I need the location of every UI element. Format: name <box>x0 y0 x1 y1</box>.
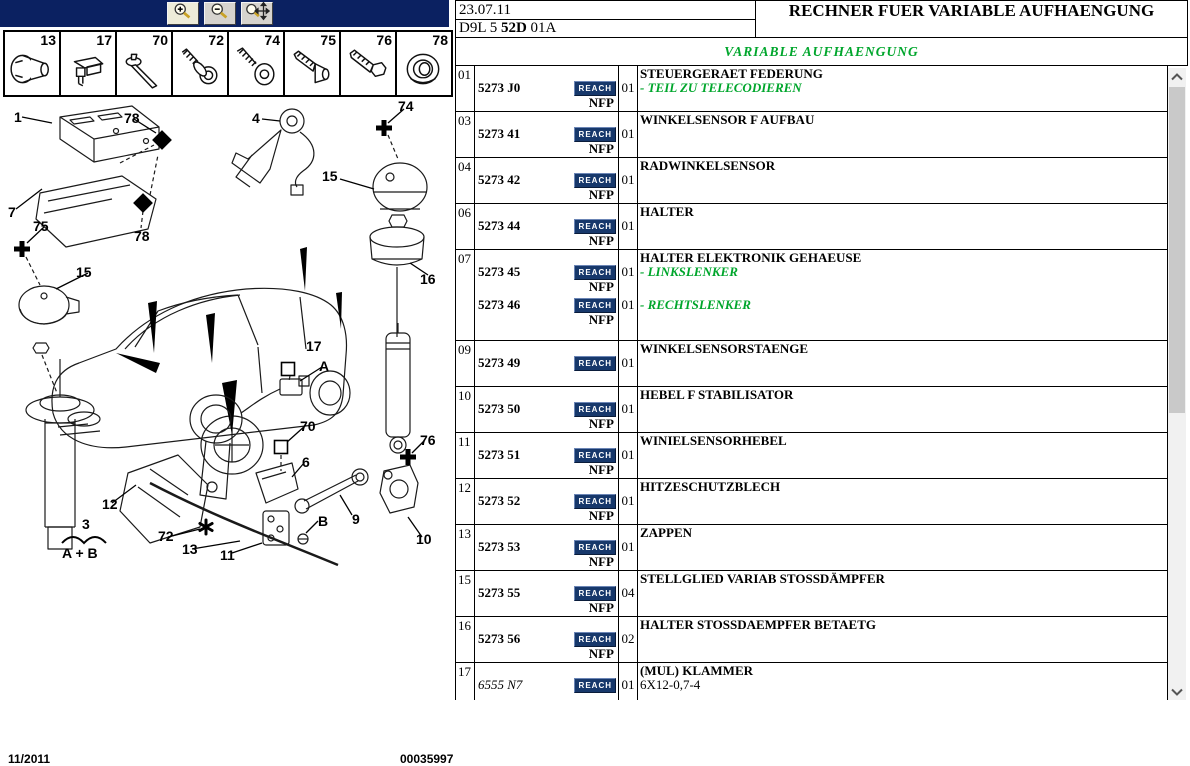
callout-label-74[interactable]: 74 <box>398 98 414 114</box>
callout-label-15[interactable]: 15 <box>322 168 338 184</box>
table-row-11[interactable] <box>456 433 1168 479</box>
description-note <box>640 448 1167 478</box>
table-row-15[interactable] <box>456 571 1168 617</box>
sensor-a-art <box>241 376 309 413</box>
retaining-clip-icon <box>64 46 110 92</box>
part-number-cell <box>475 433 619 478</box>
row-ref-number: 17 <box>456 663 475 700</box>
part-entry <box>475 540 618 570</box>
part-number-cell <box>475 112 619 157</box>
row-ref-number: 03 <box>456 112 475 157</box>
quantity-value: 02 <box>621 631 635 646</box>
quantity-value: 01 <box>621 447 635 462</box>
socket-screw-icon <box>288 46 334 92</box>
callout-label-11[interactable]: 11 <box>220 547 235 563</box>
nfp-label: NFP <box>588 95 614 110</box>
section-title: VARIABLE AUFHAENGUNG <box>455 38 1188 66</box>
sensor-left-art <box>19 286 79 324</box>
part-line <box>475 219 618 233</box>
quantity-value: 01 <box>621 401 635 416</box>
part-line <box>475 173 618 187</box>
quantity-cell <box>619 525 638 570</box>
nfp-label: NFP <box>588 600 614 615</box>
row-ref-number: 13 <box>456 525 475 570</box>
part-line <box>475 494 618 508</box>
callout-label-10[interactable]: 10 <box>416 531 432 547</box>
description-cell <box>638 158 1168 203</box>
leader-lines <box>16 109 428 553</box>
table-row-03[interactable] <box>456 112 1168 158</box>
callout-label-A+B[interactable]: A + B <box>62 545 98 561</box>
description-cell <box>638 341 1168 386</box>
quantity-cell <box>619 158 638 203</box>
part-description: HALTER <box>640 204 694 219</box>
diagram-number: 00035997 <box>400 752 454 766</box>
description-note <box>640 219 1167 249</box>
diagram-markers <box>14 120 416 534</box>
part-number-cell <box>475 204 619 249</box>
table-row-07[interactable] <box>456 250 1168 341</box>
grommet-clip-icon <box>8 46 54 92</box>
catalog-date: 23.07.11 <box>456 1 755 20</box>
thumbnail-number: 17 <box>96 32 112 48</box>
callout-label-6[interactable]: 6 <box>302 454 310 470</box>
quantity-value: 01 <box>621 126 635 141</box>
part-description: WINKELSENSOR F AUFBAU <box>640 112 815 127</box>
description-cell <box>638 433 1168 478</box>
part-number-cell <box>475 158 619 203</box>
table-row-13[interactable] <box>456 525 1168 571</box>
part-number[interactable]: 5273 42 <box>478 172 521 187</box>
nfp-label: NFP <box>588 233 614 248</box>
part-entry <box>475 127 618 157</box>
callout-label-17[interactable]: 17 <box>306 338 322 354</box>
fastener-thumbnail-strip <box>3 30 453 97</box>
diagram-line-art <box>19 106 427 565</box>
description-cell <box>638 571 1168 616</box>
part-entry <box>475 356 618 386</box>
row-ref-number: 12 <box>456 479 475 524</box>
part-number-cell <box>475 525 619 570</box>
quantity-cell <box>619 663 638 700</box>
part-description: STELLGLIED VARIAB STOSSDÄMPFER <box>640 571 885 586</box>
bracket-art <box>256 463 298 503</box>
star-marker <box>200 520 212 534</box>
part-number[interactable]: 5273 55 <box>478 585 521 600</box>
reach-button[interactable]: REACH <box>574 356 616 371</box>
reach-button[interactable]: REACH <box>574 494 616 509</box>
part-entry <box>475 298 618 331</box>
fastener-thumbnail-76[interactable] <box>339 30 397 97</box>
reach-button[interactable]: REACH <box>574 586 616 601</box>
callout-label-B[interactable]: B <box>318 513 329 529</box>
part-entry <box>475 173 618 203</box>
table-row-12[interactable] <box>456 479 1168 525</box>
quantity-value: 01 <box>621 80 635 95</box>
table-row-04[interactable] <box>456 158 1168 204</box>
part-line <box>475 265 618 279</box>
part-description: HALTER ELEKTRONIK GEHAEUSE <box>640 250 862 265</box>
callout-label-78[interactable]: 78 <box>134 228 150 244</box>
part-number-cell <box>475 617 619 662</box>
callout-label-15[interactable]: 15 <box>76 264 92 280</box>
reach-button[interactable]: REACH <box>574 265 616 280</box>
part-line <box>475 298 618 312</box>
description-cell <box>638 66 1168 111</box>
a-plus-b-brace <box>62 537 106 543</box>
reach-button[interactable]: REACH <box>574 632 616 647</box>
table-row-01[interactable] <box>456 66 1168 112</box>
part-description: WINIELSENSORHEBEL <box>640 433 787 448</box>
callout-label-16[interactable]: 16 <box>420 271 436 287</box>
quantity-cell <box>619 387 638 432</box>
quantity-value: 01 <box>621 218 635 233</box>
part-line <box>475 448 618 462</box>
quantity-value: 01 <box>621 264 635 279</box>
callout-label-12[interactable]: 12 <box>102 496 118 512</box>
part-entry <box>475 448 618 478</box>
thumbnail-number: 72 <box>208 32 224 48</box>
row-ref-number: 16 <box>456 617 475 662</box>
thumbnail-number: 75 <box>320 32 336 48</box>
part-entry <box>475 265 618 298</box>
part-number-cell <box>475 479 619 524</box>
quantity-value: 04 <box>621 585 635 600</box>
part-number[interactable]: 6555 N7 <box>478 677 523 692</box>
fastener-thumbnail-78[interactable] <box>395 30 453 97</box>
table-row-06[interactable] <box>456 204 1168 250</box>
callout-label-70[interactable]: 70 <box>300 418 316 434</box>
description-cell <box>638 525 1168 570</box>
part-line <box>475 402 618 416</box>
quantity-cell <box>619 617 638 662</box>
quantity-cell <box>619 66 638 111</box>
zoom-in-icon <box>172 1 194 26</box>
description-cell <box>638 479 1168 524</box>
part-number-cell <box>475 571 619 616</box>
description-note <box>640 540 1167 570</box>
table-row-10[interactable] <box>456 387 1168 433</box>
zoom-in-button[interactable] <box>167 2 199 25</box>
diagram-toolbar <box>0 0 449 27</box>
code-prefix: D9L 5 <box>459 20 501 36</box>
row-ref-number: 09 <box>456 341 475 386</box>
description-cell <box>638 387 1168 432</box>
reach-button[interactable]: REACH <box>574 219 616 234</box>
row-ref-number: 11 <box>456 433 475 478</box>
part-number[interactable]: 5273 45 <box>478 264 521 279</box>
description-note: 6X12-0,7-4 <box>640 677 701 692</box>
row-ref-number: 06 <box>456 204 475 249</box>
part-number[interactable]: 5273 46 <box>478 297 521 312</box>
part-number[interactable]: 5273 56 <box>478 631 521 646</box>
rear-shock-art <box>386 323 410 453</box>
part-line <box>475 540 618 554</box>
reach-button[interactable]: REACH <box>574 81 616 96</box>
table-scrollbar[interactable] <box>1168 68 1186 700</box>
quantity-cell <box>619 571 638 616</box>
fastener-thumbnail-75[interactable] <box>283 30 341 97</box>
row-ref-number: 01 <box>456 66 475 111</box>
link-rod-art <box>295 469 368 513</box>
catalog-header <box>455 0 1188 38</box>
part-number-cell <box>475 250 619 340</box>
description-note <box>640 356 1167 386</box>
description-note <box>640 632 1167 662</box>
catalog-code <box>456 20 755 37</box>
quantity-cell <box>619 112 638 157</box>
quantity-value: 01 <box>621 493 635 508</box>
ecu-box-art <box>60 106 159 162</box>
parts-table <box>455 66 1168 700</box>
part-line <box>475 356 618 370</box>
reach-button[interactable]: REACH <box>574 127 616 142</box>
description-note <box>640 402 1167 432</box>
reach-button[interactable]: REACH <box>574 402 616 417</box>
page-title: RECHNER FUER VARIABLE AUFHAENGUNG <box>788 1 1155 20</box>
quantity-value: 01 <box>621 539 635 554</box>
nfp-label: NFP <box>588 312 614 327</box>
nfp-label: NFP <box>588 279 614 294</box>
part-number[interactable]: 5273 44 <box>478 218 521 233</box>
part-entry <box>475 632 618 662</box>
square-marker <box>275 441 288 454</box>
fastener-thumbnail-74[interactable] <box>227 30 285 97</box>
nfp-label: NFP <box>588 646 614 661</box>
part-entry <box>475 494 618 524</box>
part-number[interactable]: 5273 51 <box>478 447 521 462</box>
part-number[interactable]: 5273 41 <box>478 126 521 141</box>
quantity-value: 01 <box>621 297 635 312</box>
scroll-up-icon[interactable] <box>1168 68 1186 85</box>
part-line <box>475 127 618 141</box>
sweep-line <box>150 483 338 565</box>
row-ref-number: 07 <box>456 250 475 340</box>
fastener-thumbnail-70[interactable] <box>115 30 173 97</box>
part-description: HITZESCHUTZBLECH <box>640 479 781 494</box>
quantity-value: 01 <box>621 355 635 370</box>
reach-button[interactable]: REACH <box>574 173 616 188</box>
part-number[interactable]: 5273 53 <box>478 539 521 554</box>
part-line <box>475 632 618 646</box>
callout-label-13[interactable]: 13 <box>182 541 198 557</box>
callout-label-78[interactable]: 78 <box>124 110 140 126</box>
part-number-cell <box>475 663 619 700</box>
part-line <box>475 81 618 95</box>
nfp-label: NFP <box>588 508 614 523</box>
part-number[interactable]: 5273 52 <box>478 493 521 508</box>
diamond-marker <box>133 193 153 213</box>
description-note <box>640 127 1167 157</box>
car-illustration <box>52 288 350 474</box>
scroll-down-icon[interactable] <box>1168 683 1186 700</box>
grommet-ring-icon <box>400 46 446 92</box>
part-entry <box>475 402 618 432</box>
clamp-art <box>380 465 418 513</box>
steering-column-art <box>232 109 314 195</box>
thumbnail-number: 74 <box>264 32 280 48</box>
hex-bolt-icon <box>344 46 390 92</box>
part-number-cell <box>475 387 619 432</box>
thumbnail-number: 70 <box>152 32 168 48</box>
description-cell <box>638 204 1168 249</box>
thumbnail-number: 78 <box>432 32 448 48</box>
quantity-cell <box>619 479 638 524</box>
part-number[interactable]: 5273 J0 <box>478 80 521 95</box>
plate-art <box>263 511 308 545</box>
reach-button[interactable]: REACH <box>574 678 616 693</box>
part-line <box>475 678 618 692</box>
code-suffix: 01A <box>526 20 557 36</box>
description-cell <box>638 250 1168 340</box>
part-description: STEUERGERAET FEDERUNG <box>640 66 823 81</box>
description-note: - LINKSLENKER <box>640 264 738 279</box>
reach-button[interactable]: REACH <box>574 298 616 313</box>
row-ref-number: 04 <box>456 158 475 203</box>
fastener-thumbnail-72[interactable] <box>171 30 229 97</box>
part-description: WINKELSENSORSTAENGE <box>640 341 809 356</box>
row-ref-number: 10 <box>456 387 475 432</box>
description-cell <box>638 663 1168 700</box>
callout-label-75[interactable]: 75 <box>33 218 49 234</box>
part-entry <box>475 678 618 700</box>
callout-label-1[interactable]: 1 <box>14 109 22 125</box>
fastener-thumbnail-13[interactable] <box>3 30 61 97</box>
quantity-cell <box>619 250 638 340</box>
diagram-panel <box>0 0 455 766</box>
description-note: - RECHTSLENKER <box>640 297 751 312</box>
blind-rivet-icon <box>120 46 166 92</box>
nfp-label: NFP <box>588 416 614 431</box>
description-cell <box>638 617 1168 662</box>
table-row-17[interactable] <box>456 663 1168 700</box>
table-row-16[interactable] <box>456 617 1168 663</box>
zoom-pan-button[interactable] <box>241 2 273 25</box>
code-main: 52D <box>500 20 527 36</box>
thumbnail-number: 76 <box>376 32 392 48</box>
callout-label-A[interactable]: A <box>319 358 330 374</box>
description-note <box>640 494 1167 524</box>
header-reference-block <box>456 1 756 37</box>
zoom-out-button[interactable] <box>204 2 236 25</box>
part-entry <box>475 81 618 111</box>
description-note <box>640 586 1167 616</box>
diagram-callout-labels <box>8 98 436 563</box>
part-entry <box>475 586 618 616</box>
part-line <box>475 586 618 600</box>
quantity-value: 01 <box>621 677 635 692</box>
part-description: HALTER STOSSDAEMPFER BETAETG <box>640 617 876 632</box>
part-description: (MUL) KLAMMER <box>640 663 754 678</box>
exploded-view-diagram <box>0 97 455 766</box>
fastener-thumbnail-17[interactable] <box>59 30 117 97</box>
reach-button[interactable]: REACH <box>574 448 616 463</box>
row-ref-number: 15 <box>456 571 475 616</box>
quantity-cell <box>619 341 638 386</box>
actuator-art <box>370 163 427 337</box>
screw-washer-icon <box>176 46 222 92</box>
diagram-date: 11/2011 <box>8 752 51 766</box>
callout-label-7[interactable]: 7 <box>8 204 16 220</box>
plus-marker <box>14 241 30 257</box>
quantity-cell <box>619 204 638 249</box>
callout-label-72[interactable]: 72 <box>158 528 174 544</box>
callout-label-3[interactable]: 3 <box>82 516 90 532</box>
description-note <box>640 173 1167 203</box>
callout-label-4[interactable]: 4 <box>252 110 260 126</box>
nfp-label: NFP <box>588 187 614 202</box>
table-row-09[interactable] <box>456 341 1168 387</box>
square-marker <box>282 363 295 376</box>
zoom-out-icon <box>209 1 231 26</box>
scrollbar-thumb[interactable] <box>1169 87 1185 413</box>
description-cell <box>638 112 1168 157</box>
nfp-label: NFP <box>588 141 614 156</box>
nfp-label: NFP <box>588 462 614 477</box>
part-number-cell <box>475 341 619 386</box>
part-number-cell <box>475 66 619 111</box>
part-description: HEBEL F STABILISATOR <box>640 387 794 402</box>
thumbnail-number: 13 <box>40 32 56 48</box>
callout-label-76[interactable]: 76 <box>420 432 436 448</box>
part-description: RADWINKELSENSOR <box>640 158 776 173</box>
description-note: - TEIL ZU TELECODIEREN <box>640 80 802 95</box>
zoom-pan-icon <box>244 1 270 26</box>
quantity-value: 01 <box>621 172 635 187</box>
tapping-screw-icon <box>232 46 278 92</box>
callout-label-9[interactable]: 9 <box>352 511 360 527</box>
part-number[interactable]: 5273 50 <box>478 401 521 416</box>
nfp-label: NFP <box>588 554 614 569</box>
part-number[interactable]: 5273 49 <box>478 355 521 370</box>
reach-button[interactable]: REACH <box>574 540 616 555</box>
part-entry <box>475 219 618 249</box>
part-description: ZAPPEN <box>640 525 692 540</box>
quantity-cell <box>619 433 638 478</box>
